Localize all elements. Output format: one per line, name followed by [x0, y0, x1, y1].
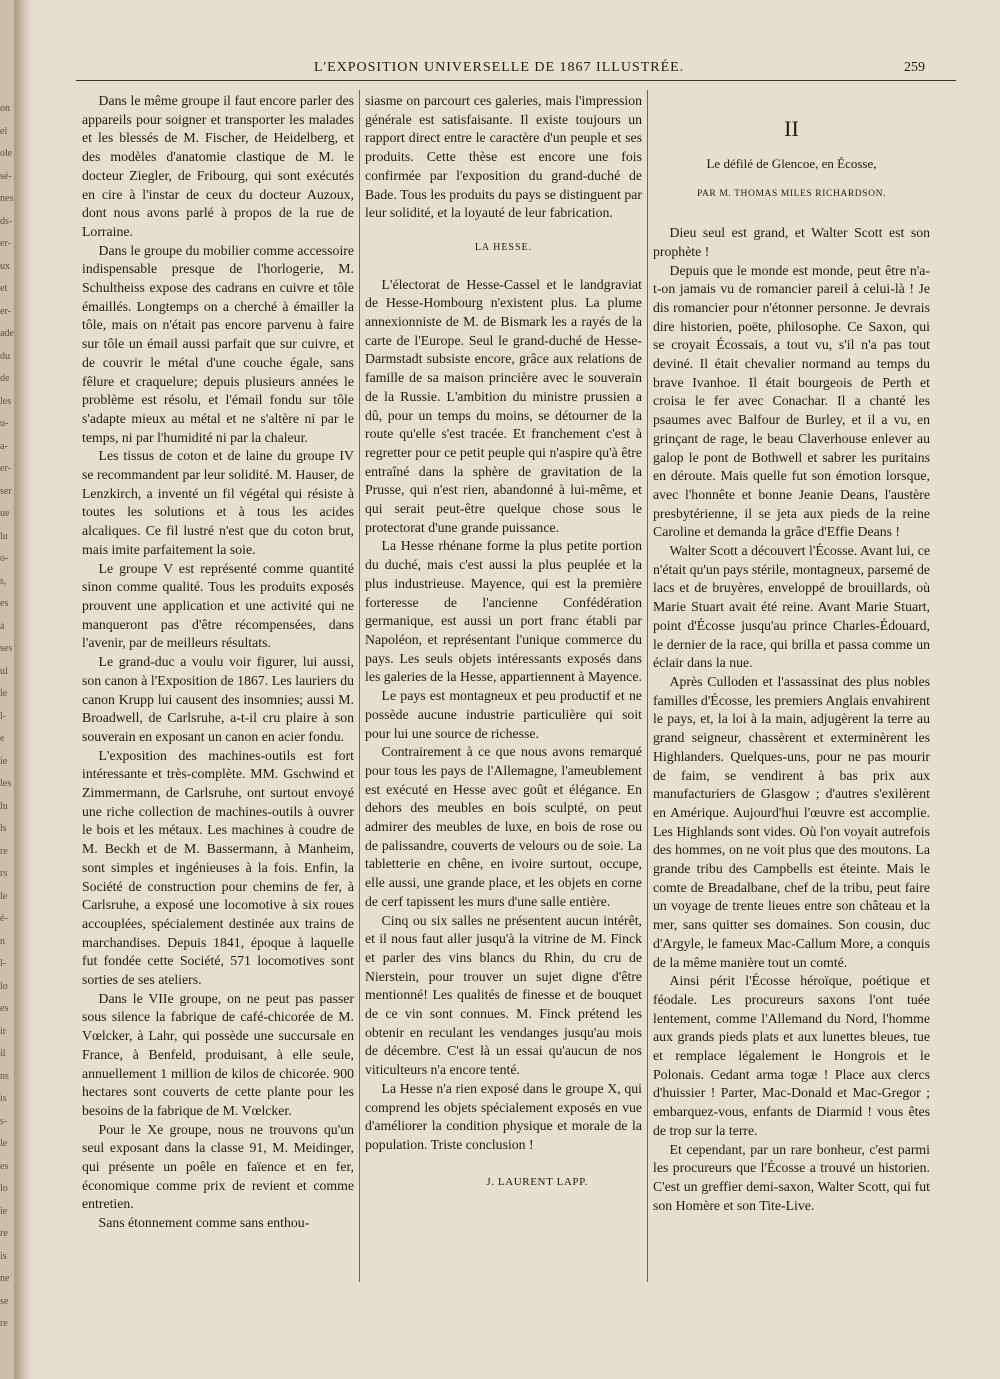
facing-page-fragment: ns	[0, 1070, 9, 1082]
header-rule	[76, 80, 956, 81]
article-title: Le défilé de Glencoe, en Écosse,	[706, 155, 877, 171]
facing-page-fragment: es	[0, 1003, 9, 1014]
paragraph: Dans le groupe du mobilier comme accessoire indispensable presque de l'horlogerie, M. Schultheiss expose des cadrans en cuivre et tôle émaillés. Longtemps on a cherché à émailler la tôle, mais on n'était pas encore parvenu à faire sur tôle un émail aussi parfait que sur cuivre, et de couvrir le métal d'une couche égale, sans fêlure et craquelure; depuis plusieurs années le problème est résolu, et l'émail fondu sur tôle s'adapte mieux au métal et ne s'altère ni par le temps, ni par l'humidité ni par la chaleur.	[82, 242, 354, 445]
facing-page-fragment: il	[0, 1048, 6, 1059]
facing-page-fragment: les	[0, 778, 12, 789]
paragraph: Le pays est montagneux et peu productif et ne possède aucune industrie particulière qui soit pour lui une source de richesse.	[365, 688, 642, 741]
facing-page-fragment: ir	[0, 1025, 7, 1037]
paragraph: Le grand-duc a voulu voir figurer, lui aussi, son canon à l'Exposition de 1867. Les lauriers du canon Krupp lui causent des insomnies; aussi M. Broadwell, de Carlsruhe, a-t-il cru plaire à son souverain en exposant un canon en acier fondu.	[82, 654, 354, 744]
facing-page-fragment: se	[0, 1295, 9, 1307]
facing-page-fragment: ul	[0, 665, 8, 677]
paragraph: La Hesse n'a rien exposé dans le groupe X, qui comprend les objets spécialement exposés en vue d'améliorer la condition physique et morale de la population. Triste conclusion !	[365, 1080, 642, 1152]
column-rule-1	[359, 90, 360, 1282]
facing-page-fragment: e	[0, 733, 5, 744]
facing-page-fragment: le	[0, 1138, 8, 1149]
facing-page-fragment: er-	[0, 305, 11, 317]
facing-page-fragment: rs	[0, 868, 8, 879]
facing-page-fragment: ls	[0, 823, 7, 834]
facing-page-fragment: s,	[0, 575, 7, 587]
facing-page-fragment: l-	[0, 710, 7, 722]
facing-page-fragment: er-	[0, 463, 11, 474]
book-binding	[14, 0, 32, 1379]
facing-page-fragment: et	[0, 283, 8, 294]
facing-page-fragment: ne	[0, 1273, 10, 1284]
facing-page-fragment: lu	[0, 530, 8, 542]
column-rule-2	[647, 90, 648, 1282]
facing-page-fragment: lu	[0, 800, 8, 812]
facing-page-fragment: du	[0, 350, 10, 362]
facing-page-fragment: ie	[0, 755, 8, 767]
facing-page-fragment: er-	[0, 238, 11, 249]
author-signature: J. LAURENT LAPP.	[486, 1175, 588, 1188]
section-heading: LA HESSE.	[474, 241, 533, 253]
paragraph: L'exposition des machines-outils est fort intéressante et très-complète. MM. Gschwind et Zimmermann, de Carlsruhe, ont surtout envoyé une riche collection de machines-outils à ouvrer le bois et les métaux. Les machines à coudre de M. Beckh et de M. Bassermann, à Manheim, sont simples et ingénieuses à la fois. Enfin, la Société de construction pour chemins de fer, à Carlsruhe, a exposé une locomotive à six roues accouplées, spécialement destinée aux trains de marchandises. Depuis 1841, époque à laquelle fut fondée cette Société, 571 locomotives sont sorties de ses ateliers.	[82, 747, 354, 988]
paragraph: Ainsi périt l'Écosse héroïque, poétique et féodale. Les procureurs saxons l'ont tuée lentement, comme l'Allemand du Nord, l'homme aux grands pieds plats et aux lunettes bleues, tue et remplace légalement le Hongrois et le Polonais. Cedant arma togæ ! Place aux clercs d'huissier ! Parter, Mac-Donald et Mac-Gregor ; embarquez-vous, enfants de Diarmid ! vous êtes de trop sur la terre.	[653, 973, 930, 1138]
column-3	[653, 92, 930, 1215]
paragraph: Walter Scott a découvert l'Écosse. Avant lui, ce n'était qu'un pays stérile, montagneux, parsemé de lacs et de bruyères, enveloppé de brouillards, où Marie Stuart avait été reine. Avant Marie Stuart, point d'Écosse jusqu'au prince Charles-Édouard, le dernier de la race, qui brilla et passa comme un éclair dans la nue.	[653, 543, 930, 671]
facing-page-fragment: les	[0, 395, 12, 407]
column-1	[82, 92, 354, 1233]
facing-page-fragment: nes	[0, 193, 14, 204]
paragraph: Contrairement à ce que nous avons remarqué pour tous les pays de l'Allemagne, l'ameublement est exécuté en Hesse avec goût et élégance. En dehors des meubles en bois sculpté, on peut admirer des meubles de luxe, en bois de rose ou de palissandre, couverts de velours ou de soie. La tabletterie en chêne, en ivoire surtout, occupe, elle aussi, une grande place, et les objets en corne de cerf tapissent les murs d'une salle entière.	[365, 744, 642, 909]
facing-page-fragment: é-	[0, 913, 8, 924]
paragraph: Dans le même groupe il faut encore parler des appareils pour soigner et transporter les malades et les blessés de M. Fischer, de Heidelberg, et des modèles d'anatomie clastique de M. le docteur Ziegler, de Fribourg, qui sont exécutés en cire à l'instar de ceux du docteur Auzoux, dont nous avons parlé à propos de la rue de Lorraine.	[82, 93, 354, 239]
facing-page-fragment: ie	[0, 1205, 8, 1217]
facing-page-fragment: n	[0, 935, 5, 947]
facing-page-fragment: ole	[0, 148, 13, 159]
newspaper-page	[32, 0, 1000, 1379]
facing-page-fragment: à	[0, 620, 5, 632]
facing-page-fragment: re	[0, 845, 8, 857]
paragraph: Sans étonnement comme sans enthou-	[98, 1215, 310, 1231]
facing-page-fragment: es	[0, 598, 9, 609]
facing-page-fragment: el	[0, 125, 8, 137]
facing-page-fragment: ade	[0, 328, 14, 339]
paragraph: Les tissus de coton et de laine du groupe IV se recommandent par leur solidité. M. Hauser, de Lenzkirch, a inventé un fil végétal qui résiste à toutes les solutions et à tous les acides alcaliques. Ce fil lustré n'est que du coton brut, mais imite parfaitement la soie.	[82, 448, 354, 557]
paragraph: Et cependant, par un rare bonheur, c'est parmi les procureurs que l'Écosse a trouvé un historien. C'est un greffier demi-saxon, Walter Scott, qui fut son Homère et son Tite-Live.	[653, 1141, 930, 1213]
facing-page-fragment: is	[0, 1250, 7, 1262]
paragraph-continued: siasme on parcourt ces galeries, mais l'impression générale est satisfaisante. Il existe toujours un rapport direct entre le caractère d'un peuple et ses produits. Cette thèse est encore une fois confirmée par l'exposition du grand-duché de Bade. Tous les produits du pays se distinguent par leur solidité, et la loyauté de leur fabrication.	[365, 93, 642, 221]
facing-page-fragment: le	[0, 688, 8, 699]
facing-page-fragment: lo	[0, 1183, 8, 1194]
facing-page-fragment: o-	[0, 553, 9, 564]
facing-page-fragment: on	[0, 103, 10, 114]
paragraph: Cinq ou six salles ne présentent aucun intérêt, et il nous faut aller jusqu'à la vitrine de M. Finck et parler des vins blancs du Rhin, du cru de Nierstein, pour trouver un sujet digne d'être mentionné! Les qualités de finesse et de bouquet de ce vin sont connues. M. Finck prétend les obtenir en reculant les vendanges jusqu'au mois de décembre. C'est là un essai qu'aucun de nos viticulteurs n'a encore tenté.	[365, 912, 642, 1078]
paragraph: La Hesse rhénane forme la plus petite portion du duché, mais c'est aussi la plus peuplée et la plus industrieuse. Mayence, qui est la première forteresse de l'ancienne Confédération germanique, est aussi un port franc établi par Napoléon, et représentant l'unique commerce du pays. Les seuls objets intéressants exposés dans les galeries de la Hesse, appartiennent à Mayence.	[365, 538, 642, 685]
facing-page-fragment: le	[0, 890, 8, 902]
facing-page-fragment: l-	[0, 958, 7, 969]
facing-page-fragment: de	[0, 373, 10, 384]
facing-page-fragment: u-	[0, 418, 9, 429]
page-number: 259	[904, 60, 925, 75]
paragraph: L'électorat de Hesse-Cassel et le landgraviat de Hesse-Hombourg n'existent plus. La plume annexionniste de M. de Bismark les a rayés de la carte de l'Europe. Seul le grand-duché de Hesse-Darmstadt subsiste encore, grâce aux relations de famille de sa maison princière avec le souverain de la Russie. L'ambition du ministre prussien a dû, pour un temps du moins, se détourner de la route qu'elle s'est tracée. Et franchement c'est à regretter pour ce petit peuple qui n'aspire qu'à être entraîné dans la sphère de gravitation de la Prusse, qui n'est rien, abandonné à lui-même, et qui serait peut-être quelque chose sous le protectorat d'une grande puissance.	[365, 276, 642, 535]
facing-page-edge	[0, 0, 15, 1379]
running-header: L'EXPOSITION UNIVERSELLE DE 1867 ILLUSTRÉE.	[314, 60, 685, 75]
facing-page-fragment: s-	[0, 1115, 8, 1127]
facing-page-fragment: es	[0, 1160, 9, 1172]
paragraph: Dans le VIIe groupe, on ne peut pas passer sous silence la fabrique de café-chicorée de M. Vœlcker, à Lahr, qui possède une succursale en France, à Benfeld, produisant, à elle seule, annuellement 1 million de kilos de chicorée. 900 hectares sont couverts de cette plante pour les besoins de la fabrique de M. Vœlcker.	[82, 990, 354, 1118]
facing-page-fragment: sé-	[0, 170, 12, 182]
facing-page-fragment: is	[0, 1093, 7, 1104]
paragraph: Depuis que le monde est monde, peut être n'a-t-on jamais vu de romancier pareil à celui-là ! Je dis romancier pour n'étonner personne. Je devrais dire historien, poëte, philosophe. Ce Saxon, qui se croyait Écossais, a tout vu, s'il n'a pas tout deviné. Il était chevalier normand au temps du brave Ivanhoe. Il était bourgeois de Perth et croisa le fer avec Conachar. Il a chanté les psaumes avec Balfour de Burley, et il a vu, en grinçant de rage, le beau Claverhouse enlever au galop le pont de Bothwell et sabrer les puritains en déroute. Mais quelle fut son émotion lorsque, avec l'honnête et bonne Jeanie Deans, l'austère presbytérienne, il se jeta aux pieds de la reine Caroline et demanda la grâce d'Effie Deans !	[653, 262, 930, 540]
facing-page-fragment: ue	[0, 508, 10, 519]
facing-page-fragment: ds-	[0, 215, 13, 227]
facing-page-fragment: ser	[0, 485, 12, 497]
facing-page-fragment: ses	[0, 643, 13, 654]
byline: PAR M. THOMAS MILES RICHARDSON.	[696, 189, 887, 200]
facing-page-fragment: re	[0, 1318, 8, 1329]
column-2	[365, 92, 642, 1191]
paragraph: Dieu seul est grand, et Walter Scott est son prophète !	[653, 225, 930, 259]
chapter-number: II	[784, 116, 799, 141]
facing-page-fragment: a-	[0, 440, 8, 452]
paragraph: Après Culloden et l'assassinat des plus nobles familles d'Écosse, les premiers Anglais envahirent le pays, et, la loi à la main, adjugèrent la terre au grand seigneur, chassèrent et exterminèrent les Highlanders. Quelques-uns, pour ne pas mourir de faim, se vendirent à bas prix aux manufacturiers de Glasgow ; d'autres s'exilèrent en Amérique. Aujourd'hui l'œuvre est accomplie. Les Highlands sont vides. Où l'on voyait autrefois des hommes, on ne voit plus que des moutons. La grande tribu des Campbells est éteinte. Mais le comte de Breadalbane, chef de la tribu, peut faire un voyage de trente lieues entre son château et la mer, sans quitter ses domaines. Son cousin, duc d'Argyle, le fameux Mac-Callum More, a conquis de la même manière tout un comté.	[653, 673, 930, 970]
paragraph: Le groupe V est représenté comme quantité sinon comme qualité. Tous les produits exposés prouvent une application et une activité qui ne manqueront pas d'être récompensées, dans l'avenir, par de meilleurs résultats.	[82, 560, 354, 651]
facing-page-fragment: re	[0, 1228, 8, 1239]
paragraph: Pour le Xe groupe, nous ne trouvons qu'un seul exposant dans la classe 91, M. Meidinger, qui présente un poêle en faïence et en fer, économique comme prix de revient et comme entretien.	[82, 1121, 354, 1212]
facing-page-fragment: ux	[0, 260, 10, 272]
facing-page-fragment: lo	[0, 980, 8, 992]
